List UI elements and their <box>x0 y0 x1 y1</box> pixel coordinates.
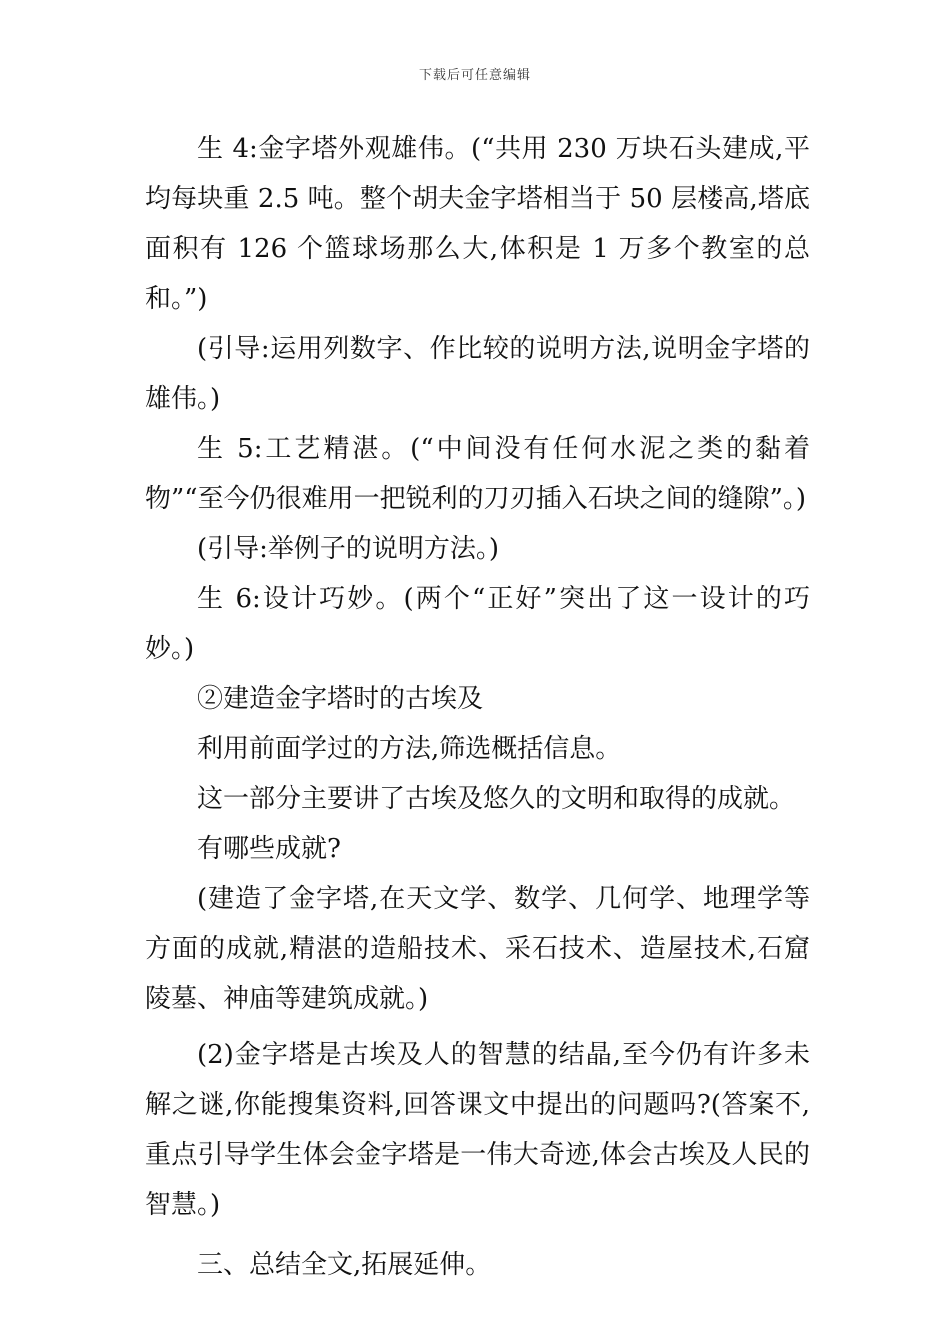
paragraph-student-6: 生 6:设计巧妙。(两个“正好”突出了这一设计的巧妙。) <box>145 584 810 664</box>
paragraph-method: 利用前面学过的方法,筛选概括信息。 <box>197 734 622 764</box>
paragraph-student-5: 生 5:工艺精湛。(“中间没有任何水泥之类的黏着物”“至今仍很难用一把锐利的刀刃插入石块之间的缝隙”。) <box>145 434 810 514</box>
paragraph-conclusion-heading: 三、总结全文,拓展延伸。 <box>197 1250 492 1280</box>
paragraph-section-2: ②建造金字塔时的古埃及 <box>197 684 484 714</box>
page-header: 下载后可任意编辑 <box>418 68 531 83</box>
paragraph-achievements: (建造了金字塔,在天文学、数学、几何学、地理学等方面的成就,精湛的造船技术、采石技术、造屋技术,石窟陵墓、神庙等建筑成就。) <box>145 884 810 1014</box>
paragraph-guide-1: (引导:运用列数字、作比较的说明方法,说明金字塔的雄伟。) <box>145 334 810 414</box>
paragraph-guide-2: (引导:举例子的说明方法。) <box>197 534 500 564</box>
paragraph-student-4: 生 4:金字塔外观雄伟。(“共用 230 万块石头建成,平均每块重 2.5 吨。整个胡夫金字塔相当于 50 层楼高,塔底面积有 126 个篮球场那么大,体积是 1 万多个教室的总和。”) <box>145 134 810 314</box>
document-body <box>145 124 810 1290</box>
paragraph-question: 有哪些成就? <box>197 834 341 864</box>
paragraph-wisdom: (2)金字塔是古埃及人的智慧的结晶,至今仍有许多未解之谜,你能搜集资料,回答课文中提出的问题吗?(答案不,重点引导学生体会金字塔是一伟大奇迹,体会古埃及人民的智慧。) <box>145 1040 810 1220</box>
paragraph-summary: 这一部分主要讲了古埃及悠久的文明和取得的成就。 <box>197 784 796 814</box>
